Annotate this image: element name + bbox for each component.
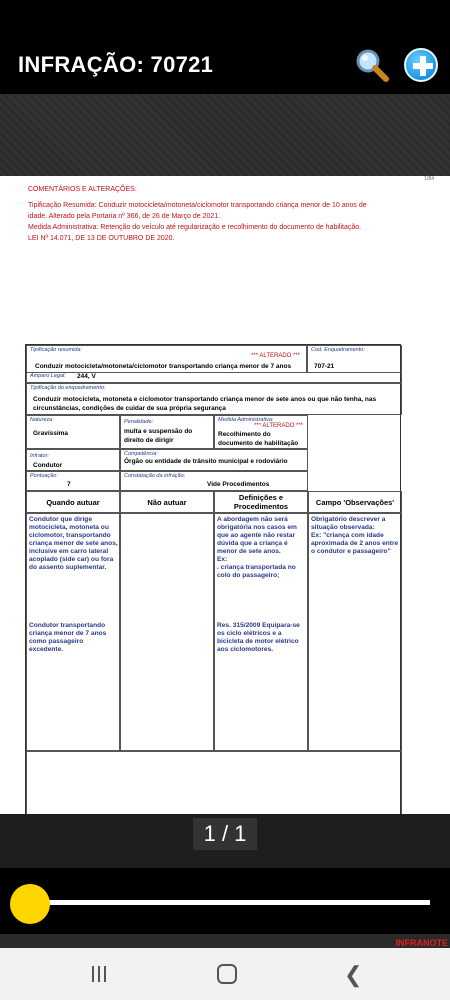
- quando-line: motocicleta, motoneta ou: [29, 524, 109, 531]
- comment-line: Medida Administrativa: Retenção do veículo até regularização e recolhimento do documento de habilitação.: [28, 224, 362, 231]
- pager-bar: [0, 814, 450, 868]
- infrator-label: Infrator:: [30, 453, 49, 459]
- quando-line: do assento suplementar.: [29, 564, 107, 571]
- quando-line: criança menor de 7 anos: [29, 630, 107, 637]
- amparo-value: 244, V: [77, 373, 96, 380]
- quando-line: ciclomotor, transportando: [29, 532, 111, 539]
- def-line: obrigatória nos casos em: [217, 524, 297, 531]
- search-icon[interactable]: [352, 46, 392, 86]
- comments-block: [28, 200, 428, 244]
- def-line: que ao agente não restar: [217, 532, 296, 539]
- quando-line: acoplado (side car) ou fora: [29, 556, 114, 563]
- def-line: dúvida que a criança é: [217, 540, 288, 547]
- obs-line: Obrigatório descrever a: [311, 516, 386, 523]
- natureza-label: Natureza:: [30, 417, 54, 423]
- cod-cell: [307, 345, 402, 373]
- tipificacao-value: Conduzir motocicleta/motoneta/ciclomotor transportando criança menor de 7 anos: [35, 363, 292, 370]
- quando-column: [26, 513, 120, 751]
- obs-line: situação observada:: [311, 524, 375, 531]
- col-nao-cell: [120, 491, 214, 513]
- medida-value-1: Recolhimento do: [218, 431, 271, 438]
- slider-track[interactable]: [34, 900, 430, 905]
- natureza-cell: [26, 415, 120, 449]
- enquadramento-cell: [26, 383, 402, 415]
- enquadramento-value-2: circunstâncias, condições de cuidar de sua própria segurança: [33, 405, 226, 412]
- comment-line: Tipificação Resumida: Conduzir motocicleta/motoneta/ciclomotor transportando criança menor de 10 anos de: [28, 202, 367, 209]
- obs-line: Ex: "criança com idade: [311, 532, 384, 539]
- document-viewer[interactable]: [0, 94, 450, 814]
- medida-alterado: *** ALTERADO ***: [254, 423, 303, 429]
- col-def-header-2: Procedimentos: [233, 502, 289, 511]
- quando-line: Condutor transportando: [29, 622, 106, 629]
- competencia-cell: [120, 449, 308, 471]
- infrator-cell: [26, 449, 120, 471]
- medida-label: Medida Administrativa:: [218, 417, 274, 423]
- penalidade-label: Penalidade:: [124, 419, 154, 425]
- def-line: aos ciclomotores.: [217, 646, 274, 653]
- enquadramento-label: Tipificação do enquadramento:: [30, 385, 106, 391]
- def-line: . criança transportada no: [217, 564, 296, 571]
- recents-icon[interactable]: [92, 966, 110, 987]
- def-line: colo do passageiro;: [217, 572, 280, 579]
- back-icon[interactable]: ❮: [344, 962, 363, 987]
- col-obs-header: Campo 'Observações': [315, 498, 395, 507]
- add-icon[interactable]: [404, 48, 438, 82]
- def-line: menor de sete anos.: [217, 548, 281, 555]
- obs-line: o condutor e passageiro": [311, 548, 391, 555]
- tipificacao-cell: [26, 345, 307, 373]
- slider-thumb[interactable]: [10, 884, 50, 924]
- def-column: [214, 513, 308, 751]
- def-block-2: [217, 622, 300, 654]
- brand-label: INFRANOTE: [395, 938, 448, 948]
- col-quando-cell: [26, 491, 120, 513]
- quando-line: criança menor de sete anos,: [29, 540, 118, 547]
- obs-block: [311, 516, 398, 556]
- pontuacao-cell: [26, 471, 120, 491]
- infrator-value: Condutor: [33, 462, 63, 469]
- system-nav-bar: [0, 948, 450, 1000]
- comment-line: idade. Alterado pela Portaria nº 366, de 26 de Março de 2021.: [28, 213, 221, 220]
- col-def-header-1: Definições e: [238, 493, 284, 502]
- pontuacao-label: Pontuação:: [30, 473, 58, 479]
- quando-line: inclusive em carro lateral: [29, 548, 109, 555]
- natureza-value: Gravíssima: [33, 430, 69, 437]
- def-line: bicicleta de motor elétrico: [217, 638, 299, 645]
- col-def-cell: [214, 491, 308, 513]
- page-mark: 1/84: [424, 176, 434, 182]
- brand-strip: [0, 934, 450, 948]
- nao-column: [120, 513, 214, 751]
- col-nao-header: Não autuar: [147, 498, 187, 507]
- penalidade-value-2: direito de dirigir: [124, 437, 174, 444]
- competencia-label: Competência:: [124, 451, 158, 457]
- obs-line: aproximada de 2 anos entre: [311, 540, 399, 547]
- col-obs-cell: [308, 491, 402, 513]
- comment-line: LEI Nº 14.071, DE 13 DE OUTUBRO DE 2020.: [28, 235, 175, 242]
- competencia-value: Órgão ou entidade de trânsito municipal e rodoviário: [124, 458, 288, 465]
- quando-line: excedente.: [29, 646, 64, 653]
- def-line: Res. 315/2009 Equipara-se: [217, 622, 300, 629]
- def-block-1: [217, 516, 297, 580]
- constatacao-label: Constatação da infração:: [124, 473, 186, 479]
- def-line: A abordagem não será: [217, 516, 288, 523]
- document-page: [0, 176, 450, 904]
- constatacao-value: Vide Procedimentos: [207, 481, 270, 488]
- home-icon[interactable]: [217, 964, 237, 984]
- constatacao-cell: [120, 471, 308, 491]
- infraction-form: [25, 344, 401, 871]
- pontuacao-value: 7: [67, 481, 71, 488]
- comments-title: COMENTÁRIOS E ALTERAÇÕES:: [28, 186, 137, 193]
- def-line: os ciclo elétricos e a: [217, 630, 282, 637]
- cod-label: Cod. Enquadramento:: [311, 347, 365, 353]
- quando-line: como passageiro: [29, 638, 84, 645]
- penalidade-value-1: multa e suspensão do: [124, 428, 193, 435]
- medida-value-2: documento de habilitação: [218, 440, 299, 447]
- obs-column: [308, 513, 402, 751]
- page-slider[interactable]: [0, 868, 450, 934]
- cod-value: 707-21: [314, 363, 335, 370]
- amparo-cell: [26, 373, 402, 383]
- enquadramento-value-1: Conduzir motocicleta, motoneta e ciclomotor transportando criança menor de sete anos ou que não tenha, nas: [33, 396, 377, 403]
- page-indicator: 1 / 1: [193, 818, 257, 850]
- page-title: INFRAÇÃO: 70721: [18, 52, 214, 77]
- col-quando-header: Quando autuar: [46, 498, 100, 507]
- penalidade-cell: [120, 415, 214, 449]
- medida-cell: [214, 415, 308, 449]
- status-bar: [0, 0, 450, 38]
- amparo-label: Amparo Legal:: [30, 373, 66, 379]
- quando-line: Condutor que dirige: [29, 516, 93, 523]
- app-bar: [0, 38, 450, 94]
- quando-block-1: [29, 516, 118, 572]
- tipificacao-label: Tipificação resumida:: [30, 347, 82, 353]
- tipificacao-alterado: *** ALTERADO ***: [251, 353, 300, 359]
- def-line: Ex:: [217, 556, 228, 563]
- quando-block-2: [29, 622, 106, 654]
